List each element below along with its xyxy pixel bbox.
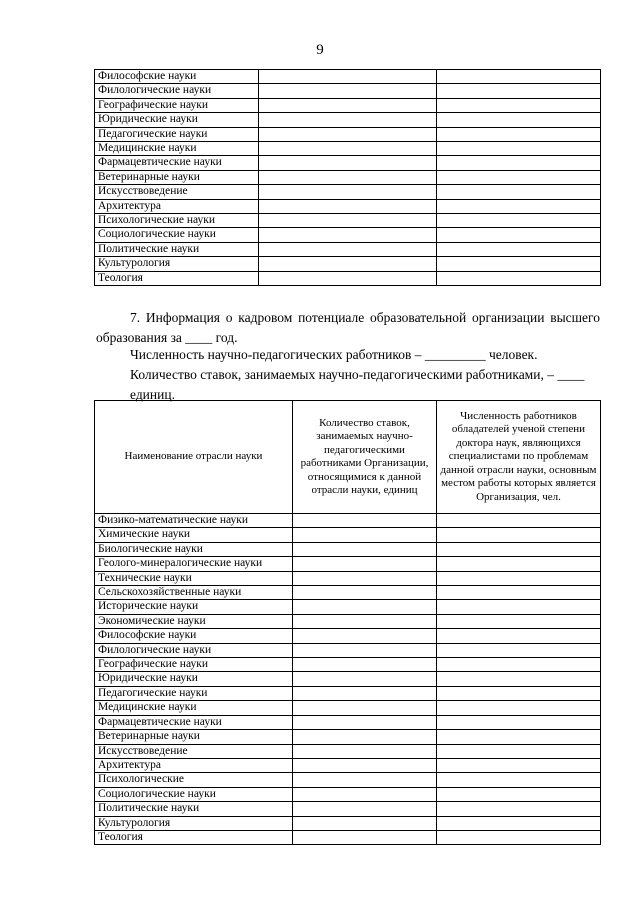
value-cell[interactable] bbox=[293, 514, 437, 528]
value-cell[interactable] bbox=[259, 228, 437, 242]
value-cell[interactable] bbox=[259, 84, 437, 98]
branch-name-cell: Политические науки bbox=[95, 802, 293, 816]
value-cell[interactable] bbox=[293, 614, 437, 628]
table-row bbox=[95, 787, 601, 801]
table-row bbox=[95, 228, 601, 242]
table-row bbox=[95, 600, 601, 614]
value-cell[interactable] bbox=[437, 643, 601, 657]
branch-name-cell: Теология bbox=[95, 830, 293, 844]
header-rates-count: Количество ставок, занимаемых научно-педагогическими работниками Организации, относящимися к данной отрасли науки, единиц bbox=[293, 401, 437, 514]
value-cell[interactable] bbox=[437, 787, 601, 801]
table-row bbox=[95, 571, 601, 585]
value-cell[interactable] bbox=[293, 686, 437, 700]
table-row bbox=[95, 214, 601, 228]
value-cell[interactable] bbox=[437, 701, 601, 715]
value-cell[interactable] bbox=[293, 672, 437, 686]
branch-name-cell: Архитектура bbox=[95, 758, 293, 772]
section-7-heading: 7. Информация о кадровом потенциале образовательной организации высшего образования за ____ год. bbox=[96, 310, 600, 345]
branch-name-cell: Медицинские науки bbox=[95, 142, 259, 156]
value-cell[interactable] bbox=[437, 199, 601, 213]
value-cell[interactable] bbox=[259, 127, 437, 141]
table-row bbox=[95, 557, 601, 571]
value-cell[interactable] bbox=[293, 586, 437, 600]
value-cell[interactable] bbox=[437, 242, 601, 256]
value-cell[interactable] bbox=[437, 802, 601, 816]
value-cell[interactable] bbox=[437, 514, 601, 528]
branch-name-cell: Фармацевтические науки bbox=[95, 715, 293, 729]
branch-name-cell: Архитектура bbox=[95, 199, 259, 213]
value-cell[interactable] bbox=[293, 758, 437, 772]
value-cell[interactable] bbox=[259, 98, 437, 112]
value-cell[interactable] bbox=[437, 257, 601, 271]
branch-name-cell: Педагогические науки bbox=[95, 127, 259, 141]
rates-count-line: Количество ставок, занимаемых научно-педагогическими работниками, – ____ единиц. bbox=[130, 367, 585, 402]
value-cell[interactable] bbox=[437, 84, 601, 98]
value-cell[interactable] bbox=[293, 701, 437, 715]
value-cell[interactable] bbox=[293, 557, 437, 571]
branch-name-cell: Политические науки bbox=[95, 242, 259, 256]
value-cell[interactable] bbox=[259, 170, 437, 184]
branch-name-cell: Психологические bbox=[95, 773, 293, 787]
table-row bbox=[95, 98, 601, 112]
branch-name-cell: Теология bbox=[95, 271, 259, 285]
table-row bbox=[95, 672, 601, 686]
table-row bbox=[95, 528, 601, 542]
value-cell[interactable] bbox=[259, 271, 437, 285]
value-cell[interactable] bbox=[259, 214, 437, 228]
value-cell[interactable] bbox=[293, 542, 437, 556]
branch-name-cell: Культурология bbox=[95, 257, 259, 271]
branch-name-cell: Социологические науки bbox=[95, 228, 259, 242]
table-row bbox=[95, 658, 601, 672]
value-cell[interactable] bbox=[437, 185, 601, 199]
value-cell[interactable] bbox=[437, 98, 601, 112]
table-row bbox=[95, 84, 601, 98]
value-cell[interactable] bbox=[293, 658, 437, 672]
value-cell[interactable] bbox=[437, 542, 601, 556]
header-branch-name: Наименование отрасли науки bbox=[95, 401, 293, 514]
header-doctors-count: Численность работников обладателей ученой степени доктора наук, являющихся специалистами по проблемам данной отрасли науки, основным местом работы которых является Организация, чел. bbox=[437, 401, 601, 514]
value-cell[interactable] bbox=[437, 170, 601, 184]
value-cell[interactable] bbox=[259, 257, 437, 271]
table-row bbox=[95, 514, 601, 528]
table-row bbox=[95, 629, 601, 643]
value-cell[interactable] bbox=[437, 600, 601, 614]
value-cell[interactable] bbox=[293, 715, 437, 729]
branch-name-cell: Геолого-минералогические науки bbox=[95, 557, 293, 571]
value-cell[interactable] bbox=[437, 528, 601, 542]
branch-name-cell: Культурология bbox=[95, 816, 293, 830]
value-cell[interactable] bbox=[293, 830, 437, 844]
value-cell[interactable] bbox=[259, 242, 437, 256]
branch-name-cell: Фармацевтические науки bbox=[95, 156, 259, 170]
value-cell[interactable] bbox=[293, 744, 437, 758]
value-cell[interactable] bbox=[437, 156, 601, 170]
value-cell[interactable] bbox=[437, 228, 601, 242]
value-cell[interactable] bbox=[293, 802, 437, 816]
value-cell[interactable] bbox=[259, 142, 437, 156]
table-row bbox=[95, 715, 601, 729]
value-cell[interactable] bbox=[437, 715, 601, 729]
branch-name-cell: Экономические науки bbox=[95, 614, 293, 628]
branch-name-cell: Педагогические науки bbox=[95, 686, 293, 700]
value-cell[interactable] bbox=[437, 686, 601, 700]
value-cell[interactable] bbox=[437, 571, 601, 585]
table-row bbox=[95, 701, 601, 715]
value-cell[interactable] bbox=[437, 830, 601, 844]
value-cell[interactable] bbox=[437, 773, 601, 787]
branch-name-cell: Филологические науки bbox=[95, 84, 259, 98]
table-row bbox=[95, 242, 601, 256]
branch-name-cell: Ветеринарные науки bbox=[95, 170, 259, 184]
table-row bbox=[95, 271, 601, 285]
value-cell[interactable] bbox=[259, 156, 437, 170]
value-cell[interactable] bbox=[437, 586, 601, 600]
branch-name-cell: Географические науки bbox=[95, 98, 259, 112]
branch-name-cell: Биологические науки bbox=[95, 542, 293, 556]
value-cell[interactable] bbox=[437, 557, 601, 571]
branch-name-cell: Юридические науки bbox=[95, 113, 259, 127]
branch-name-cell: Философские науки bbox=[95, 629, 293, 643]
branch-name-cell: Искусствоведение bbox=[95, 744, 293, 758]
table-row bbox=[95, 70, 601, 84]
branch-name-cell: Медицинские науки bbox=[95, 701, 293, 715]
branch-name-cell: Филологические науки bbox=[95, 643, 293, 657]
table-row bbox=[95, 170, 601, 184]
branch-name-cell: Сельскохозяйственные науки bbox=[95, 586, 293, 600]
science-branches-table-top bbox=[94, 69, 601, 286]
table-row bbox=[95, 113, 601, 127]
value-cell[interactable] bbox=[437, 614, 601, 628]
value-cell[interactable] bbox=[259, 185, 437, 199]
table-row bbox=[95, 185, 601, 199]
table-row bbox=[95, 643, 601, 657]
value-cell[interactable] bbox=[437, 271, 601, 285]
table-row bbox=[95, 127, 601, 141]
table-row bbox=[95, 542, 601, 556]
table-row bbox=[95, 586, 601, 600]
value-cell[interactable] bbox=[293, 773, 437, 787]
table-row bbox=[95, 686, 601, 700]
value-cell[interactable] bbox=[437, 744, 601, 758]
value-cell[interactable] bbox=[293, 643, 437, 657]
branch-name-cell: Ветеринарные науки bbox=[95, 730, 293, 744]
branch-name-cell: Химические науки bbox=[95, 528, 293, 542]
staff-potential-table bbox=[94, 400, 601, 845]
table-row bbox=[95, 614, 601, 628]
table-row bbox=[95, 730, 601, 744]
value-cell[interactable] bbox=[437, 816, 601, 830]
branch-name-cell: Географические науки bbox=[95, 658, 293, 672]
branch-name-cell: Философские науки bbox=[95, 70, 259, 84]
table-header-row bbox=[95, 401, 601, 514]
value-cell[interactable] bbox=[293, 816, 437, 830]
value-cell[interactable] bbox=[293, 730, 437, 744]
value-cell[interactable] bbox=[293, 629, 437, 643]
value-cell[interactable] bbox=[293, 528, 437, 542]
table-row bbox=[95, 142, 601, 156]
value-cell[interactable] bbox=[437, 672, 601, 686]
branch-name-cell: Психологические науки bbox=[95, 214, 259, 228]
value-cell[interactable] bbox=[437, 70, 601, 84]
branch-name-cell: Юридические науки bbox=[95, 672, 293, 686]
value-cell[interactable] bbox=[259, 70, 437, 84]
table-row bbox=[95, 744, 601, 758]
value-cell[interactable] bbox=[437, 214, 601, 228]
branch-name-cell: Исторические науки bbox=[95, 600, 293, 614]
value-cell[interactable] bbox=[437, 730, 601, 744]
value-cell[interactable] bbox=[293, 600, 437, 614]
value-cell[interactable] bbox=[437, 629, 601, 643]
branch-name-cell: Физико-математические науки bbox=[95, 514, 293, 528]
value-cell[interactable] bbox=[259, 113, 437, 127]
value-cell[interactable] bbox=[437, 127, 601, 141]
value-cell[interactable] bbox=[293, 571, 437, 585]
value-cell[interactable] bbox=[437, 113, 601, 127]
table-row bbox=[95, 257, 601, 271]
table-row bbox=[95, 802, 601, 816]
table-row bbox=[95, 773, 601, 787]
branch-name-cell: Технические науки bbox=[95, 571, 293, 585]
value-cell[interactable] bbox=[437, 142, 601, 156]
value-cell[interactable] bbox=[259, 199, 437, 213]
table-row bbox=[95, 199, 601, 213]
value-cell[interactable] bbox=[437, 658, 601, 672]
page-number: 9 bbox=[316, 42, 324, 58]
branch-name-cell: Социологические науки bbox=[95, 787, 293, 801]
branch-name-cell: Искусствоведение bbox=[95, 185, 259, 199]
table-row bbox=[95, 830, 601, 844]
staff-count-line: Численность научно-педагогических работников – _________ человек. bbox=[130, 347, 538, 362]
table-row bbox=[95, 758, 601, 772]
value-cell[interactable] bbox=[293, 787, 437, 801]
table-row bbox=[95, 156, 601, 170]
value-cell[interactable] bbox=[437, 758, 601, 772]
table-row bbox=[95, 816, 601, 830]
